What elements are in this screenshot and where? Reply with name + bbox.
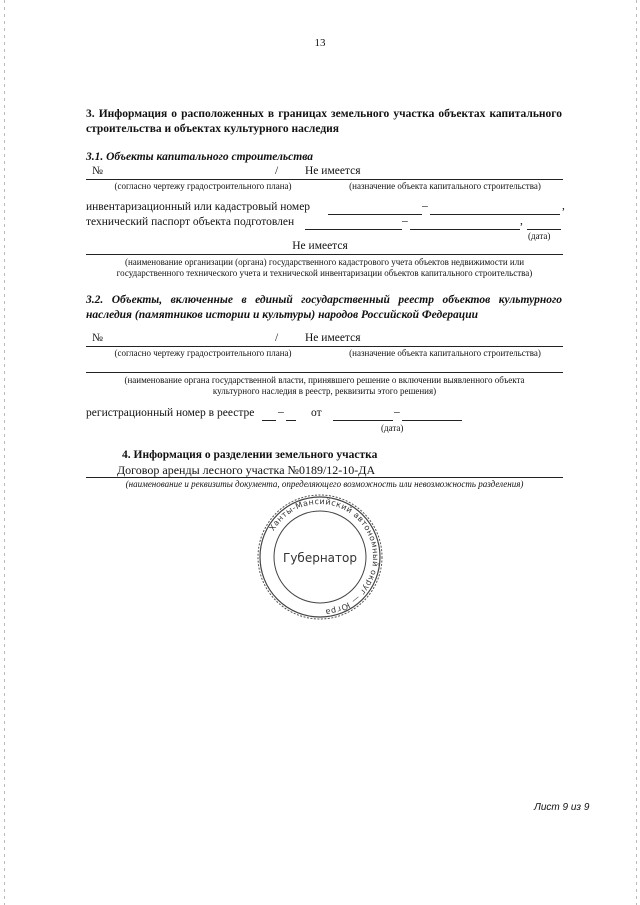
official-seal [255,492,385,622]
registry-blank-1 [262,420,276,421]
section-3-heading: 3. Информация о расположенных в границах земельного участка объектах капитального строительства и объектах культурного наследия [86,108,562,135]
organization-value: Не имеется [292,240,348,252]
caption-drawing-plan: (согласно чертежу градостроительного плана) [114,181,292,191]
underline [86,477,563,478]
capital-objects-value: Не имеется [305,165,361,177]
division-caption: (наименование и реквизиты документа, определяющего возможность или невозможность разделения) [125,479,524,489]
sheet-number: Лист 9 из 9 [534,802,590,813]
heritage-objects-value: Не имеется [305,332,361,344]
scan-edge-right [636,0,637,905]
dash-mark: – [278,406,284,418]
organization-caption-1: (наименование организации (органа) государственного кадастрового учета объектов недвижимости или [124,257,525,267]
registry-blank-2 [286,420,296,421]
comma-mark: , [520,215,523,227]
number-label: № [92,165,103,177]
passport-blank-1 [305,229,402,230]
page-number: 13 [314,37,326,49]
passport-date-blank [527,229,561,230]
section-31-heading: 3.1. Объекты капитального строительства [86,151,314,163]
caption-drawing-plan: (согласно чертежу градостроительного плана) [114,348,292,358]
inventory-blank-2 [430,214,560,215]
date-blank-1 [333,420,393,421]
comma-mark: , [562,200,565,212]
organization-caption-2: государственного технического учета и технической инвентаризации объектов капитального строительства) [116,268,533,278]
caption-object-purpose: (назначение объекта капитального строительства) [349,348,541,358]
date-blank-2 [402,420,462,421]
scan-edge-left [4,0,5,905]
dash-mark: – [394,406,400,418]
date-caption: (дата) [381,423,404,433]
caption-object-purpose: (назначение объекта капитального строительства) [349,181,541,191]
slash-separator: / [275,165,279,177]
inventory-number-label: инвентаризационный или кадастровый номер [86,201,311,213]
seal-ring-text: Ханты-Мансийский автономный округ — Югра [267,496,381,617]
dash-mark: – [422,200,428,212]
registry-number-label: регистрационный номер в реестре [86,407,255,419]
seal-center-text: Губернатор [283,551,357,565]
passport-blank-2 [410,229,520,230]
from-label: от [311,407,322,419]
authority-caption-2: культурного наследия в реестр, реквизиты этого решения) [212,386,437,396]
date-caption: (дата) [528,231,551,241]
authority-caption-1: (наименование органа государственной власти, принявшего решение о включении выявленного объекта [124,375,525,385]
section-32-heading: 3.2. Объекты, включенные в единый государственный реестр объектов культурного наследия (памятников истории и культуры) народов Российской Федерации [86,294,562,321]
underline [86,372,563,373]
underline [86,254,563,255]
slash-separator: / [275,332,279,344]
underline [86,179,563,180]
dash-mark: – [402,215,408,227]
division-document-value: Договор аренды лесного участка №0189/12-10-ДА [117,463,376,477]
underline [86,346,563,347]
number-label: № [92,332,103,344]
tech-passport-label: технический паспорт объекта подготовлен [86,216,295,228]
section-4-heading: 4. Информация о разделении земельного участка [122,449,378,461]
